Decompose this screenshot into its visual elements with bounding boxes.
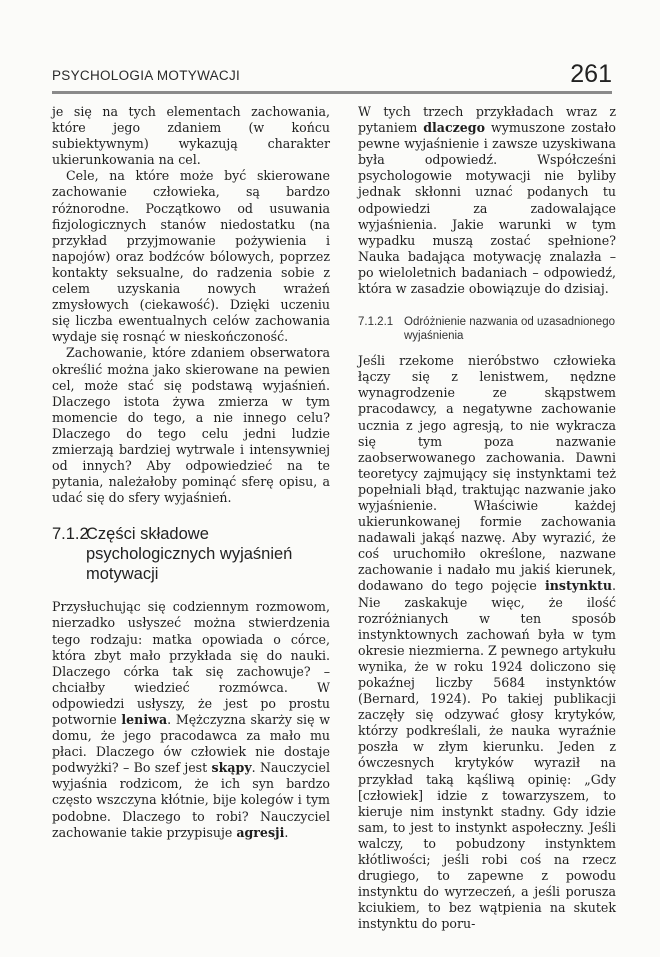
paragraph-why-question xyxy=(358,104,616,297)
subsection-heading xyxy=(358,315,616,343)
text-run: Jeśli rzekome nieróbstwo człowieka łączy się z lenistwem, nędzne wynagrodzenie ze skąpstwem pracodawcy, a negatywne zachowanie ucznia z jego agresją, to nie wykracza się tym poza nazwanie zaobserwowanego zachowania. Dawni teoretycy zajmujący się instynktami też popełniali błąd, traktując nazwanie jako wyjaśnienie. Właściwie każdej ukierunkowanej formie zachowania nadawali jakąś nazwę. Aby wyrazić, że coś uruchomiło określone, nazwane zachowanie i nadało mu jakiś kierunek, dodawano do tego pojęcie xyxy=(358,353,616,594)
bold-term-dlaczego: dlaczego xyxy=(423,120,486,136)
text-run: . xyxy=(284,824,289,840)
text-run: . Nauczyciel wyjaśnia rodzicom, że ich syn bardzo często wszczyna kłótnie, bije kolegów i tym podobne. Dlaczego to robi? Nauczyciel zachowanie takie przypisuje xyxy=(52,760,330,840)
paragraph-continuation: je się na tych elementach zachowania, które jego zdaniem (w końcu subiektywnym) wykazują charakter ukierunkowania na cel. xyxy=(52,104,330,168)
bold-term-agresji: agresji xyxy=(236,824,285,840)
text-run: wymuszone zostało pewne wyjaśnienie i zawsze uzyskiwana była odpowiedź. Współcześni psychologowie motywacji nie byliby jednak skłonni uznać podanych tu odpowiedzi za zadowalające wyjaśnienia. Jakie warunki w tym wypadku muszą zostać spełnione? Nauka badająca motywację znalazła – po wieloletnich badaniach – odpowiedź, która w zasadzie obowiązuje do dzisiaj. xyxy=(358,120,616,297)
bold-term-leniwa: leniwa xyxy=(121,712,168,727)
header-rule xyxy=(52,91,612,94)
paragraph-instincts xyxy=(358,353,616,932)
text-run: Przysłuchując się codziennym rozmowom, nierzadko usłyszeć można stwierdzenia tego rodzaju: matka opowiada o córce, która zbyt mało przykłada się do nauki. Dlaczego córka tak się zachowuje? – chciałby wiedzieć rozmówca. W odpowiedzi usłyszy, że jest po prostu potwornie xyxy=(52,599,330,727)
section-heading xyxy=(52,524,330,584)
running-title: PSYCHOLOGIA MOTYWACJI xyxy=(52,68,241,83)
bold-term-skapy: skąpy xyxy=(211,760,252,776)
paragraph-everyday-examples xyxy=(52,599,330,840)
page-number: 261 xyxy=(570,60,612,88)
text-run: W tych trzech przykładach wraz z pytaniem xyxy=(358,104,616,136)
bold-term-instynktu: instynktu xyxy=(544,578,612,594)
text-run: . Mężczyzna skarży się w domu, że jego pracodawca za mało mu płaci. Dlaczego ów człowiek nie dostaje podwyżki? – Bo szef jest xyxy=(52,712,331,776)
paragraph-explanations: Zachowanie, które zdaniem obserwatora określić można jako skierowane na pewien cel, może stać się podstawą wyjaśnień. Dlaczego istota żywa zmierza w tym momencie do tego, a nie innego celu? Dlaczego do tego celu jedni ludzie zmierzają bardziej wytrwale i intensywniej od innych? Aby odpowiedzieć na te pytania, należałoby pominąć sferę opisu, a udać się do sfery wyjaśnień. xyxy=(52,345,330,506)
right-column xyxy=(358,104,616,937)
section-number: 7.1.2 xyxy=(52,525,89,544)
section-title: Części składowe psychologicznych wyjaśnień motywacji xyxy=(86,525,293,584)
text-run: . Nie zaskakuje więc, że ilość rozróżnianych w ten sposób instynktownych zachowań była w tym okresie niezmierna. Z pewnego artykułu wynika, że w roku 1924 doliczono się pokaźnej liczby 5684 instynktów (Bernard, 1924). Po takiej publikacji zaczęły się odzywać głosy krytyków, którzy podkreślali, że nauka wyraźnie poszła w złym kierunku. Jeden z ówczesnych krytyków wyraził na przykład taką kąśliwą opinię: „Gdy [człowiek] idzie z towarzyszem, to kieruje nim instynkt stadny. Gdy idzie sam, to jest to instynkt aspołeczny. Jeśli walczy, to pobudzony instynktem kłótliwości; jeśli robi coś na rzecz drugiego, to zapewne z powodu instynktu do wyrzeczeń, a jeśli porusza kciukiem, to bez wątpienia na skutek instynktu do poru- xyxy=(358,578,616,932)
subsection-title: Odróżnienie nazwania od uzasadnionego wyjaśnienia xyxy=(404,316,615,343)
paragraph-goals: Cele, na które może być skierowane zachowanie człowieka, są bardzo różnorodne. Początkowo od usuwania fizjologicznych stanów niedostatku (na przykład przyjmowanie pożywienia i napojów) oraz bodźców bólowych, poprzez kontakty seksualne, do radzenia sobie z celem uzyskania nowych wrażeń zmysłowych (ciekawość). Dzięki uczeniu się liczba ewentualnych celów zachowania wydaje się rosnąć w nieskończoność. xyxy=(52,168,330,345)
left-column xyxy=(52,104,330,937)
subsection-number: 7.1.2.1 xyxy=(358,316,394,329)
